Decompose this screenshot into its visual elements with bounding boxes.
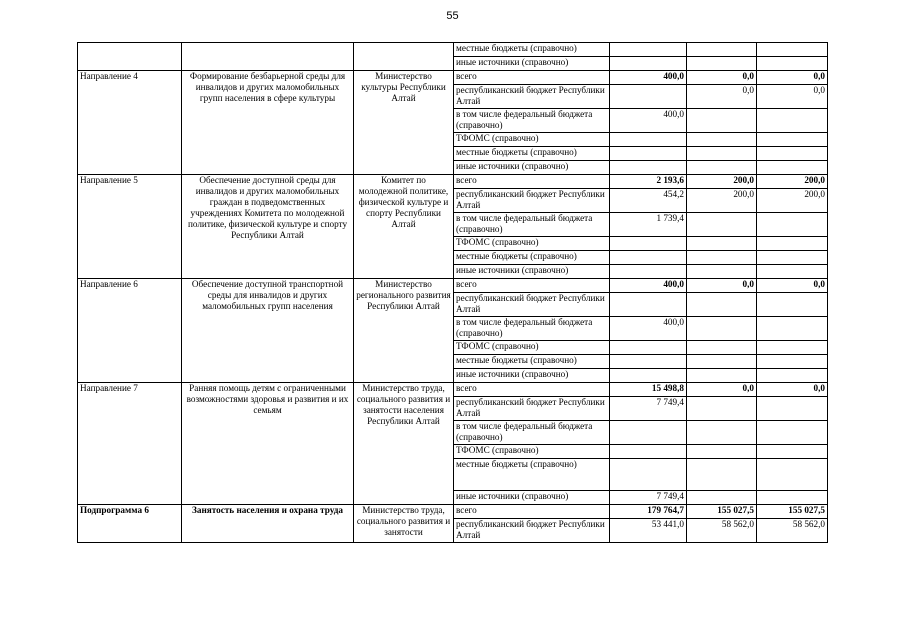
amount-cell [687,445,757,459]
amount-cell [757,491,828,505]
amount-cell [610,147,687,161]
direction-name: Формирование безбарьерной среды для инвалидов и других маломобильных групп населения в сфере культуры [182,71,354,175]
table-row [78,383,828,397]
amount-cell [687,265,757,279]
amount-cell [757,369,828,383]
amount-cell [610,85,687,109]
table-row [78,279,828,293]
funding-source: в том числе федеральный бюджета (справочно) [454,109,610,133]
funding-source: местные бюджеты (справочно) [454,147,610,161]
amount-cell [687,341,757,355]
amount-cell [610,161,687,175]
amount-cell [687,213,757,237]
amount-cell [757,445,828,459]
amount-cell: 0,0 [757,279,828,293]
amount-cell [610,459,687,491]
table-row [78,71,828,85]
funding-source: местные бюджеты (справочно) [454,459,610,491]
funding-source: иные источники (справочно) [454,265,610,279]
amount-cell [687,237,757,251]
amount-cell [687,293,757,317]
funding-source: всего [454,71,610,85]
amount-cell: 0,0 [757,85,828,109]
executor-name: Министерство труда, социального развития и занятости [354,505,454,543]
amount-cell [687,57,757,71]
amount-cell [610,43,687,57]
budget-table [77,42,828,543]
amount-cell [610,251,687,265]
amount-cell [757,459,828,491]
amount-cell [687,161,757,175]
amount-cell: 0,0 [687,383,757,397]
amount-cell [757,57,828,71]
amount-cell [757,237,828,251]
direction-name: Обеспечение доступной транспортной среды для инвалидов и других маломобильных групп населения [182,279,354,383]
amount-cell: 400,0 [610,317,687,341]
amount-cell [687,369,757,383]
direction-label: Направление 4 [78,71,182,175]
amount-cell: 0,0 [687,71,757,85]
amount-cell: 1 739,4 [610,213,687,237]
funding-source: республиканский бюджет Республики Алтай [454,293,610,317]
amount-cell [757,43,828,57]
table-row [78,505,828,519]
amount-cell [610,355,687,369]
amount-cell [610,265,687,279]
amount-cell: 200,0 [757,175,828,189]
funding-source: всего [454,279,610,293]
empty-cell [78,43,182,71]
funding-source: местные бюджеты (справочно) [454,355,610,369]
amount-cell: 400,0 [610,109,687,133]
amount-cell [687,397,757,421]
funding-source: иные источники (справочно) [454,491,610,505]
amount-cell [610,341,687,355]
direction-label: Направление 7 [78,383,182,505]
amount-cell [757,421,828,445]
amount-cell [687,459,757,491]
funding-source: республиканский бюджет Республики Алтай [454,519,610,543]
amount-cell [610,133,687,147]
amount-cell: 400,0 [610,279,687,293]
amount-cell [757,397,828,421]
funding-source: местные бюджеты (справочно) [454,43,610,57]
funding-source: в том числе федеральный бюджета (справочно) [454,317,610,341]
amount-cell [757,161,828,175]
funding-source: всего [454,175,610,189]
amount-cell [687,251,757,265]
executor-name: Министерство регионального развития Республики Алтай [354,279,454,383]
page-number: 55 [446,10,459,22]
funding-source: в том числе федеральный бюджета (справочно) [454,421,610,445]
amount-cell [757,265,828,279]
amount-cell [687,133,757,147]
amount-cell [757,133,828,147]
amount-cell [610,293,687,317]
direction-label: Направление 6 [78,279,182,383]
amount-cell [610,57,687,71]
amount-cell: 7 749,4 [610,491,687,505]
empty-cell [182,43,354,71]
executor-name: Министерство культуры Республики Алтай [354,71,454,175]
amount-cell: 0,0 [757,383,828,397]
executor-name: Комитет по молодежной политике, физической культуре и спорту Республики Алтай [354,175,454,279]
executor-name: Министерство труда, социального развития и занятости населения Республики Алтай [354,383,454,505]
amount-cell: 200,0 [687,189,757,213]
amount-cell [610,445,687,459]
funding-source: ТФОМС (справочно) [454,237,610,251]
amount-cell: 15 498,8 [610,383,687,397]
funding-source: ТФОМС (справочно) [454,133,610,147]
direction-label: Направление 5 [78,175,182,279]
funding-source: всего [454,505,610,519]
amount-cell [687,421,757,445]
amount-cell [687,43,757,57]
amount-cell: 454,2 [610,189,687,213]
amount-cell: 0,0 [687,85,757,109]
amount-cell: 53 441,0 [610,519,687,543]
amount-cell [610,369,687,383]
amount-cell: 58 562,0 [687,519,757,543]
amount-cell [687,355,757,369]
amount-cell: 58 562,0 [757,519,828,543]
funding-source: республиканский бюджет Республики Алтай [454,397,610,421]
amount-cell [687,317,757,341]
amount-cell [757,341,828,355]
funding-source: всего [454,383,610,397]
amount-cell: 200,0 [757,189,828,213]
amount-cell [757,213,828,237]
amount-cell [687,109,757,133]
direction-name: Ранняя помощь детям с ограниченными возможностями здоровья и развития и их семьям [182,383,354,505]
direction-name: Занятость населения и охрана труда [182,505,354,543]
table-row [78,43,828,57]
funding-source: ТФОМС (справочно) [454,341,610,355]
amount-cell: 2 193,6 [610,175,687,189]
amount-cell [757,317,828,341]
funding-source: ТФОМС (справочно) [454,445,610,459]
funding-source: местные бюджеты (справочно) [454,251,610,265]
direction-name: Обеспечение доступной среды для инвалидов и других маломобильных граждан в подведомственных учреждениях Комитета по молодежной политике, физической культуре и спорту Республики Алтай [182,175,354,279]
funding-source: иные источники (справочно) [454,57,610,71]
amount-cell: 7 749,4 [610,397,687,421]
funding-source: иные источники (справочно) [454,369,610,383]
empty-cell [354,43,454,71]
amount-cell: 155 027,5 [757,505,828,519]
funding-source: иные источники (справочно) [454,161,610,175]
amount-cell [610,421,687,445]
amount-cell: 179 764,7 [610,505,687,519]
amount-cell [757,251,828,265]
amount-cell: 0,0 [687,279,757,293]
direction-label: Подпрограмма 6 [78,505,182,543]
amount-cell [610,237,687,251]
amount-cell [757,355,828,369]
funding-source: республиканский бюджет Республики Алтай [454,189,610,213]
amount-cell [757,293,828,317]
table-row [78,175,828,189]
funding-source: республиканский бюджет Республики Алтай [454,85,610,109]
amount-cell [757,147,828,161]
amount-cell: 155 027,5 [687,505,757,519]
amount-cell [687,147,757,161]
amount-cell: 400,0 [610,71,687,85]
amount-cell: 0,0 [757,71,828,85]
amount-cell: 200,0 [687,175,757,189]
amount-cell [687,491,757,505]
amount-cell [757,109,828,133]
funding-source: в том числе федеральный бюджета (справочно) [454,213,610,237]
